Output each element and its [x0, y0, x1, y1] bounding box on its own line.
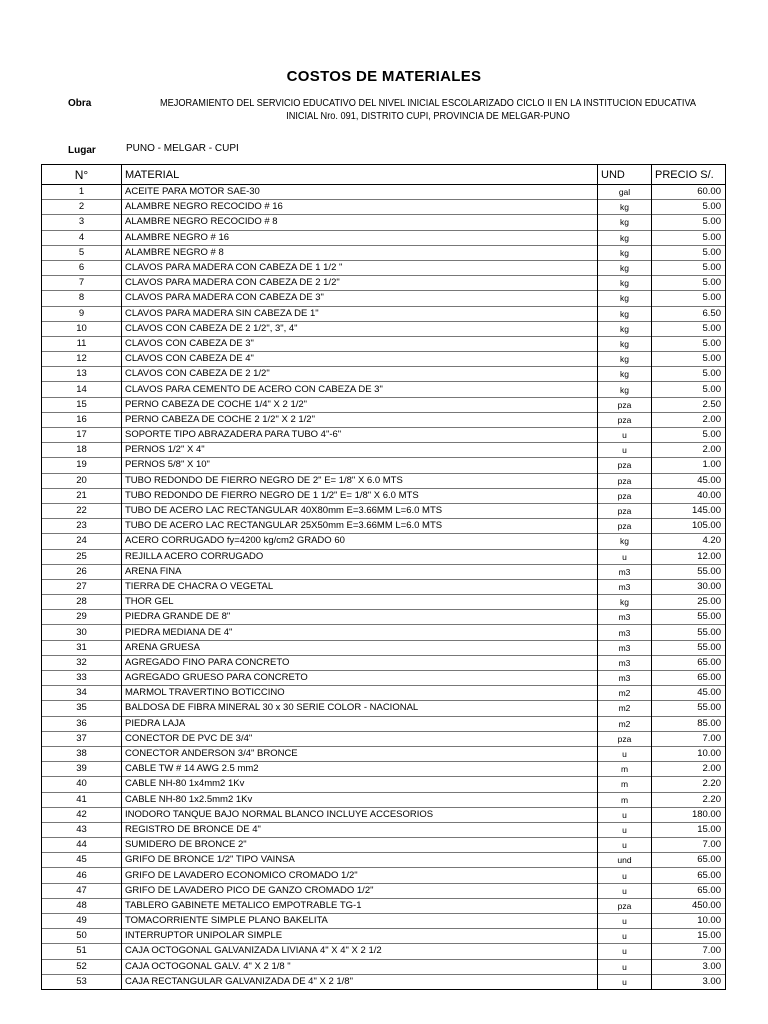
unit: m3 — [598, 671, 652, 686]
unit: kg — [598, 276, 652, 291]
unit: kg — [598, 595, 652, 610]
table-row — [42, 200, 726, 215]
price: 15.00 — [652, 929, 726, 944]
obra-line-2: INICIAL Nro. 091, DISTRITO CUPI, PROVINCIA DE MELGAR-PUNO — [286, 111, 570, 122]
table-row — [42, 291, 726, 306]
lugar-value: PUNO - MELGAR - CUPI — [126, 143, 239, 154]
row-number: 50 — [42, 929, 122, 944]
material-name: CLAVOS PARA CEMENTO DE ACERO CON CABEZA DE 3" — [122, 382, 598, 397]
header-precio: PRECIO S/. — [652, 165, 726, 185]
unit: kg — [598, 336, 652, 351]
material-name: SUMIDERO DE BRONCE 2" — [122, 838, 598, 853]
unit: kg — [598, 260, 652, 275]
material-name: CLAVOS PARA MADERA CON CABEZA DE 2 1/2" — [122, 276, 598, 291]
price: 12.00 — [652, 549, 726, 564]
material-name: TABLERO GABINETE METALICO EMPOTRABLE TG-1 — [122, 898, 598, 913]
unit: u — [598, 883, 652, 898]
unit: pza — [598, 412, 652, 427]
row-number: 52 — [42, 959, 122, 974]
material-name: AGREGADO FINO PARA CONCRETO — [122, 655, 598, 670]
unit: pza — [598, 519, 652, 534]
table-row — [42, 610, 726, 625]
material-name: SOPORTE TIPO ABRAZADERA PARA TUBO 4"-6" — [122, 428, 598, 443]
table-row — [42, 838, 726, 853]
table-row — [42, 428, 726, 443]
price: 85.00 — [652, 716, 726, 731]
price: 105.00 — [652, 519, 726, 534]
price: 2.20 — [652, 792, 726, 807]
material-name: CLAVOS PARA MADERA CON CABEZA DE 1 1/2 " — [122, 260, 598, 275]
material-name: CAJA RECTANGULAR GALVANIZADA DE 4" X 2 1/8" — [122, 974, 598, 989]
unit: u — [598, 807, 652, 822]
table-row — [42, 701, 726, 716]
table-row — [42, 625, 726, 640]
row-number: 49 — [42, 914, 122, 929]
unit: m — [598, 792, 652, 807]
unit: kg — [598, 367, 652, 382]
material-name: PERNOS 5/8" X 10" — [122, 458, 598, 473]
row-number: 18 — [42, 443, 122, 458]
row-number: 14 — [42, 382, 122, 397]
row-number: 31 — [42, 640, 122, 655]
table-row — [42, 503, 726, 518]
table-row — [42, 868, 726, 883]
material-name: PIEDRA GRANDE DE 8" — [122, 610, 598, 625]
material-name: CLAVOS CON CABEZA DE 2 1/2", 3", 4" — [122, 321, 598, 336]
table-row — [42, 458, 726, 473]
price: 45.00 — [652, 473, 726, 488]
row-number: 3 — [42, 215, 122, 230]
row-number: 8 — [42, 291, 122, 306]
table-row — [42, 944, 726, 959]
table-row — [42, 412, 726, 427]
unit: kg — [598, 534, 652, 549]
material-name: THOR GEL — [122, 595, 598, 610]
material-name: REGISTRO DE BRONCE DE 4" — [122, 822, 598, 837]
row-number: 11 — [42, 336, 122, 351]
price: 4.20 — [652, 534, 726, 549]
row-number: 47 — [42, 883, 122, 898]
unit: kg — [598, 291, 652, 306]
row-number: 9 — [42, 306, 122, 321]
material-name: TUBO REDONDO DE FIERRO NEGRO DE 2" E= 1/8" X 6.0 MTS — [122, 473, 598, 488]
price: 5.00 — [652, 291, 726, 306]
unit: u — [598, 838, 652, 853]
price: 2.00 — [652, 762, 726, 777]
table-row — [42, 579, 726, 594]
row-number: 21 — [42, 488, 122, 503]
row-number: 51 — [42, 944, 122, 959]
row-number: 28 — [42, 595, 122, 610]
row-number: 16 — [42, 412, 122, 427]
unit: u — [598, 914, 652, 929]
material-name: CABLE NH-80 1x4mm2 1Kv — [122, 777, 598, 792]
price: 5.00 — [652, 352, 726, 367]
table-row — [42, 731, 726, 746]
price: 10.00 — [652, 914, 726, 929]
row-number: 19 — [42, 458, 122, 473]
obra-label: Obra — [68, 98, 92, 109]
material-name: ACEITE PARA MOTOR SAE-30 — [122, 185, 598, 200]
price: 65.00 — [652, 883, 726, 898]
table-row — [42, 777, 726, 792]
table-row — [42, 822, 726, 837]
table-body — [42, 185, 726, 990]
material-name: INTERRUPTOR UNIPOLAR SIMPLE — [122, 929, 598, 944]
price: 15.00 — [652, 822, 726, 837]
table-row — [42, 716, 726, 731]
row-number: 10 — [42, 321, 122, 336]
unit: pza — [598, 397, 652, 412]
row-number: 1 — [42, 185, 122, 200]
unit: pza — [598, 473, 652, 488]
material-name: MARMOL TRAVERTINO BOTICCINO — [122, 686, 598, 701]
table-row — [42, 488, 726, 503]
price: 2.50 — [652, 397, 726, 412]
row-number: 13 — [42, 367, 122, 382]
unit: u — [598, 959, 652, 974]
price: 145.00 — [652, 503, 726, 518]
material-name: ARENA FINA — [122, 564, 598, 579]
material-name: ALAMBRE NEGRO RECOCIDO # 16 — [122, 200, 598, 215]
unit: u — [598, 822, 652, 837]
table-row — [42, 321, 726, 336]
material-name: PERNO CABEZA DE COCHE 1/4" X 2 1/2" — [122, 397, 598, 412]
table-row — [42, 473, 726, 488]
unit: u — [598, 868, 652, 883]
table-row — [42, 686, 726, 701]
table-row — [42, 762, 726, 777]
unit: u — [598, 428, 652, 443]
unit: m3 — [598, 579, 652, 594]
material-name: CONECTOR DE PVC DE 3/4" — [122, 731, 598, 746]
unit: m — [598, 762, 652, 777]
material-name: ACERO CORRUGADO fy=4200 kg/cm2 GRADO 60 — [122, 534, 598, 549]
table-row — [42, 367, 726, 382]
row-number: 48 — [42, 898, 122, 913]
row-number: 39 — [42, 762, 122, 777]
unit: m — [598, 777, 652, 792]
row-number: 24 — [42, 534, 122, 549]
table-row — [42, 352, 726, 367]
table-row — [42, 595, 726, 610]
material-name: PIEDRA LAJA — [122, 716, 598, 731]
materials-table — [41, 164, 726, 990]
price: 5.00 — [652, 276, 726, 291]
price: 65.00 — [652, 671, 726, 686]
row-number: 43 — [42, 822, 122, 837]
price: 65.00 — [652, 853, 726, 868]
material-name: AGREGADO GRUESO PARA CONCRETO — [122, 671, 598, 686]
material-name: BALDOSA DE FIBRA MINERAL 30 x 30 SERIE COLOR - NACIONAL — [122, 701, 598, 716]
price: 3.00 — [652, 974, 726, 989]
price: 5.00 — [652, 336, 726, 351]
price: 55.00 — [652, 640, 726, 655]
unit: m3 — [598, 564, 652, 579]
unit: pza — [598, 488, 652, 503]
price: 5.00 — [652, 245, 726, 260]
row-number: 20 — [42, 473, 122, 488]
table-row — [42, 974, 726, 989]
row-number: 27 — [42, 579, 122, 594]
unit: m2 — [598, 701, 652, 716]
material-name: TIERRA DE CHACRA O VEGETAL — [122, 579, 598, 594]
price: 5.00 — [652, 230, 726, 245]
material-name: ALAMBRE NEGRO RECOCIDO # 8 — [122, 215, 598, 230]
row-number: 42 — [42, 807, 122, 822]
row-number: 33 — [42, 671, 122, 686]
table-row — [42, 230, 726, 245]
material-name: INODORO TANQUE BAJO NORMAL BLANCO INCLUYE ACCESORIOS — [122, 807, 598, 822]
price: 3.00 — [652, 959, 726, 974]
header-material: MATERIAL — [122, 165, 598, 185]
material-name: PERNO CABEZA DE COCHE 2 1/2" X 2 1/2" — [122, 412, 598, 427]
price: 25.00 — [652, 595, 726, 610]
material-name: REJILLA ACERO CORRUGADO — [122, 549, 598, 564]
price: 55.00 — [652, 625, 726, 640]
row-number: 34 — [42, 686, 122, 701]
price: 30.00 — [652, 579, 726, 594]
unit: und — [598, 853, 652, 868]
table-row — [42, 382, 726, 397]
table-row — [42, 655, 726, 670]
row-number: 46 — [42, 868, 122, 883]
material-name: GRIFO DE BRONCE 1/2" TIPO VAINSA — [122, 853, 598, 868]
table-header-row — [42, 165, 726, 185]
table-row — [42, 792, 726, 807]
row-number: 37 — [42, 731, 122, 746]
price: 5.00 — [652, 428, 726, 443]
row-number: 26 — [42, 564, 122, 579]
unit: pza — [598, 898, 652, 913]
material-name: TUBO DE ACERO LAC RECTANGULAR 25X50mm E=3.66MM L=6.0 MTS — [122, 519, 598, 534]
row-number: 7 — [42, 276, 122, 291]
price: 2.20 — [652, 777, 726, 792]
row-number: 5 — [42, 245, 122, 260]
material-name: CLAVOS PARA MADERA CON CABEZA DE 3" — [122, 291, 598, 306]
row-number: 12 — [42, 352, 122, 367]
price: 450.00 — [652, 898, 726, 913]
price: 7.00 — [652, 731, 726, 746]
row-number: 32 — [42, 655, 122, 670]
row-number: 44 — [42, 838, 122, 853]
unit: u — [598, 974, 652, 989]
table-row — [42, 671, 726, 686]
unit: kg — [598, 200, 652, 215]
row-number: 53 — [42, 974, 122, 989]
price: 60.00 — [652, 185, 726, 200]
price: 10.00 — [652, 746, 726, 761]
material-name: ALAMBRE NEGRO # 8 — [122, 245, 598, 260]
row-number: 4 — [42, 230, 122, 245]
material-name: ALAMBRE NEGRO # 16 — [122, 230, 598, 245]
price: 1.00 — [652, 458, 726, 473]
table-row — [42, 898, 726, 913]
table-row — [42, 914, 726, 929]
row-number: 30 — [42, 625, 122, 640]
material-name: CLAVOS CON CABEZA DE 4" — [122, 352, 598, 367]
unit: u — [598, 549, 652, 564]
unit: gal — [598, 185, 652, 200]
price: 65.00 — [652, 868, 726, 883]
unit: kg — [598, 230, 652, 245]
table-row — [42, 746, 726, 761]
table-row — [42, 215, 726, 230]
price: 2.00 — [652, 443, 726, 458]
row-number: 2 — [42, 200, 122, 215]
material-name: CLAVOS CON CABEZA DE 2 1/2" — [122, 367, 598, 382]
header-und: UND — [598, 165, 652, 185]
table-row — [42, 185, 726, 200]
row-number: 15 — [42, 397, 122, 412]
material-name: TUBO DE ACERO LAC RECTANGULAR 40X80mm E=3.66MM L=6.0 MTS — [122, 503, 598, 518]
unit: m3 — [598, 655, 652, 670]
price: 45.00 — [652, 686, 726, 701]
price: 7.00 — [652, 838, 726, 853]
row-number: 38 — [42, 746, 122, 761]
material-name: CONECTOR ANDERSON 3/4" BRONCE — [122, 746, 598, 761]
table-row — [42, 443, 726, 458]
table-row — [42, 519, 726, 534]
unit: kg — [598, 321, 652, 336]
header-no: N° — [42, 165, 122, 185]
table-row — [42, 807, 726, 822]
price: 7.00 — [652, 944, 726, 959]
unit: kg — [598, 215, 652, 230]
unit: kg — [598, 306, 652, 321]
row-number: 6 — [42, 260, 122, 275]
material-name: CABLE NH-80 1x2.5mm2 1Kv — [122, 792, 598, 807]
price: 55.00 — [652, 701, 726, 716]
table-row — [42, 276, 726, 291]
table-row — [42, 549, 726, 564]
material-name: GRIFO DE LAVADERO PICO DE GANZO CROMADO 1/2" — [122, 883, 598, 898]
material-name: TUBO REDONDO DE FIERRO NEGRO DE 1 1/2" E= 1/8" X 6.0 MTS — [122, 488, 598, 503]
row-number: 25 — [42, 549, 122, 564]
table-row — [42, 306, 726, 321]
obra-description — [148, 97, 707, 123]
unit: u — [598, 746, 652, 761]
table-row — [42, 959, 726, 974]
price: 5.00 — [652, 367, 726, 382]
obra-line-1: MEJORAMIENTO DEL SERVICIO EDUCATIVO DEL NIVEL INICIAL ESCOLARIZADO CICLO II EN LA INSTITUCION EDUCATIVA — [159, 98, 697, 109]
price: 5.00 — [652, 260, 726, 275]
page-title: COSTOS DE MATERIALES — [286, 68, 482, 85]
row-number: 45 — [42, 853, 122, 868]
price: 5.00 — [652, 321, 726, 336]
table-row — [42, 260, 726, 275]
unit: kg — [598, 382, 652, 397]
table-row — [42, 640, 726, 655]
table-row — [42, 397, 726, 412]
unit: m3 — [598, 610, 652, 625]
material-name: CABLE TW # 14 AWG 2.5 mm2 — [122, 762, 598, 777]
material-name: TOMACORRIENTE SIMPLE PLANO BAKELITA — [122, 914, 598, 929]
unit: u — [598, 443, 652, 458]
unit: m3 — [598, 625, 652, 640]
material-name: PIEDRA MEDIANA DE 4" — [122, 625, 598, 640]
material-name: CLAVOS CON CABEZA DE 3" — [122, 336, 598, 351]
unit: u — [598, 944, 652, 959]
unit: kg — [598, 352, 652, 367]
price: 180.00 — [652, 807, 726, 822]
price: 5.00 — [652, 382, 726, 397]
table-row — [42, 853, 726, 868]
row-number: 17 — [42, 428, 122, 443]
unit: m3 — [598, 640, 652, 655]
row-number: 22 — [42, 503, 122, 518]
material-name: CAJA OCTOGONAL GALVANIZADA LIVIANA 4" X 4" X 2 1/2 — [122, 944, 598, 959]
row-number: 36 — [42, 716, 122, 731]
table-row — [42, 336, 726, 351]
material-name: CAJA OCTOGONAL GALV. 4" X 2 1/8 " — [122, 959, 598, 974]
material-name: PERNOS 1/2" X 4" — [122, 443, 598, 458]
price: 65.00 — [652, 655, 726, 670]
price: 2.00 — [652, 412, 726, 427]
lugar-label: Lugar — [68, 145, 96, 156]
unit: pza — [598, 731, 652, 746]
price: 6.50 — [652, 306, 726, 321]
table-row — [42, 534, 726, 549]
unit: m2 — [598, 686, 652, 701]
unit: pza — [598, 503, 652, 518]
row-number: 29 — [42, 610, 122, 625]
price: 5.00 — [652, 215, 726, 230]
row-number: 35 — [42, 701, 122, 716]
row-number: 41 — [42, 792, 122, 807]
price: 55.00 — [652, 564, 726, 579]
unit: u — [598, 929, 652, 944]
material-name: ARENA GRUESA — [122, 640, 598, 655]
table-row — [42, 883, 726, 898]
unit: pza — [598, 458, 652, 473]
price: 55.00 — [652, 610, 726, 625]
material-name: CLAVOS PARA MADERA SIN CABEZA DE 1" — [122, 306, 598, 321]
row-number: 23 — [42, 519, 122, 534]
table-row — [42, 564, 726, 579]
table-row — [42, 245, 726, 260]
unit: kg — [598, 245, 652, 260]
row-number: 40 — [42, 777, 122, 792]
price: 40.00 — [652, 488, 726, 503]
unit: m2 — [598, 716, 652, 731]
price: 5.00 — [652, 200, 726, 215]
table-row — [42, 929, 726, 944]
material-name: GRIFO DE LAVADERO ECONOMICO CROMADO 1/2" — [122, 868, 598, 883]
